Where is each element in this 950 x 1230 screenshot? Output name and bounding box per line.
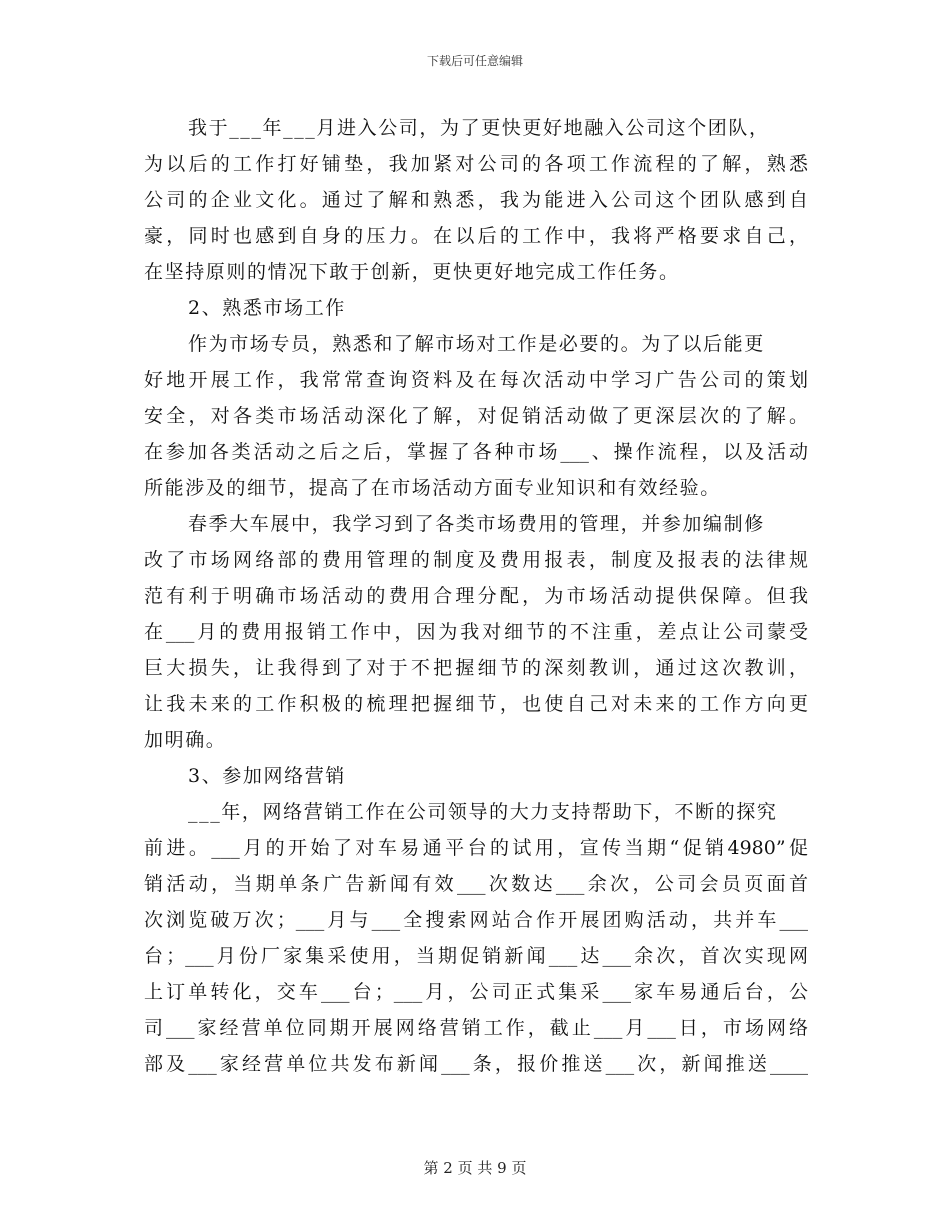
page-header-note: 下载后可任意编辑 xyxy=(426,54,523,68)
text-line: 加明确。 xyxy=(144,729,227,751)
text-line: 在坚持原则的情况下敢于创新，更快更好地完成工作任务。 xyxy=(144,261,680,283)
text-line: 改了市场网络部的费用管理的制度及费用报表，制度及报表的法律规 xyxy=(144,549,808,571)
text-line: 让我未来的工作积极的梳理把握细节，也使自己对未来的工作方向更 xyxy=(144,693,808,715)
text-line: 台；___月份厂家集采使用，当期促销新闻___达___余次，首次实现网 xyxy=(144,945,808,967)
text-line: 上订单转化，交车___台；___月，公司正式集采___家车易通后台，公 xyxy=(144,981,808,1003)
page-number: 第 2 页 共 9 页 xyxy=(423,1159,527,1177)
text-line: 春季大车展中，我学习到了各类市场费用的管理，并参加编制修 xyxy=(188,513,765,535)
text-line: 为以后的工作打好铺垫，我加紧对公司的各项工作流程的了解，熟悉 xyxy=(144,153,808,175)
text-line: 部及___家经营单位共发布新闻___条，报价推送___次，新闻推送____ xyxy=(144,1053,808,1075)
text-line: 在___月的费用报销工作中，因为我对细节的不注重，差点让公司蒙受 xyxy=(144,621,808,643)
text-line: 范有利于明确市场活动的费用合理分配，为市场活动提供保障。但我 xyxy=(144,585,808,607)
text-line: 前进。___月的开始了对车易通平台的试用，宣传当期“促销4980”促 xyxy=(144,837,808,859)
text-line: 巨大损失，让我得到了对于不把握细节的深刻教训，通过这次教训， xyxy=(144,657,808,679)
text-line: 好地开展工作，我常常查询资料及在每次活动中学习广告公司的策划 xyxy=(144,369,808,391)
text-line: 司___家经营单位同期开展网络营销工作，截止___月___日，市场网络 xyxy=(144,1017,808,1039)
text-line: 作为市场专员，熟悉和了解市场对工作是必要的。为了以后能更 xyxy=(188,333,765,355)
text-line: 次浏览破万次；___月与___全搜索网站合作开展团购活动，共并车___ xyxy=(144,909,808,931)
document-body xyxy=(144,110,808,1082)
section-heading: 3、参加网络营销 xyxy=(188,765,346,787)
text-line: 公司的企业文化。通过了解和熟悉，我为能进入公司这个团队感到自 xyxy=(144,189,808,211)
text-line: 安全，对各类市场活动深化了解，对促销活动做了更深层次的了解。 xyxy=(144,405,808,427)
text-line: 豪，同时也感到自身的压力。在以后的工作中，我将严格要求自己， xyxy=(144,225,808,247)
section-heading: 2、熟悉市场工作 xyxy=(188,297,346,319)
text-line: 所能涉及的细节，提高了在市场活动方面专业知识和有效经验。 xyxy=(144,477,721,499)
text-line: ___年，网络营销工作在公司领导的大力支持帮助下，不断的探究 xyxy=(188,801,778,823)
text-line: 在参加各类活动之后之后，掌握了各种市场___、操作流程，以及活动 xyxy=(144,441,808,463)
text-line: 我于___年___月进入公司，为了更快更好地融入公司这个团队， xyxy=(188,117,770,139)
text-line: 销活动，当期单条广告新闻有效___次数达___余次，公司会员页面首 xyxy=(144,873,808,895)
